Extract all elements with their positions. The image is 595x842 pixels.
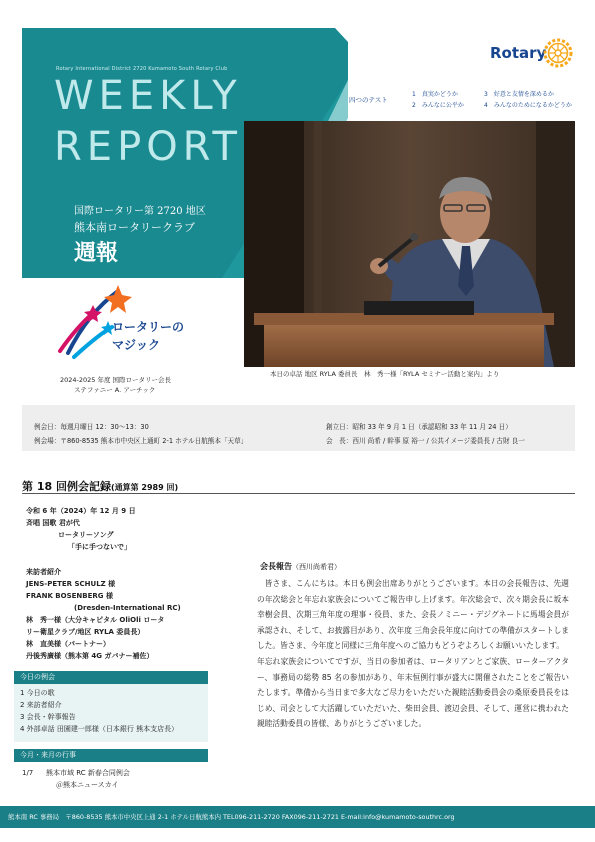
record-title-main: 第 18 回例会記録 [22,480,111,493]
meeting-venue: 例会場：〒860-8535 熊本市中央区上通町 2-1 ホテル日航熊本「天草」 [34,437,248,445]
rotary-song: ロータリーソング [58,531,114,539]
visitor-2: FRANK BOSENBERG 様 [26,592,113,600]
speaker-photo [244,121,575,367]
club-japanese-name: 熊本南ロータリークラブ [74,221,195,234]
program-item-4: 4 外部卓話 田園建一郎様（日本銀行 熊本支店長） [20,725,179,733]
record-title-rule [22,493,575,494]
schedule-event: 熊本市域 RC 新春合同例会 [46,769,130,777]
visitor-3: 林 秀一様（大分キャピタル OliOli ロータ [26,616,165,624]
district-name: 国際ロータリー第 2720 地区 [74,206,206,217]
program-item-1: 1 今日の歌 [20,689,55,697]
president-report-paragraph-2: 年忘れ家族会についてですが、当日の参加者は、ロータリアンとご家族、ローターアクター、事務局の総勢 85 名の参加があり、年末恒例行事が盛大に開催されたことをご報告いたします。準備から当日まで多大なご尽力をいただいた親睦活動委員会の桑原委員長をはじめ、司会として大活躍していただいた、柴田会員、渡辺会員、そして、運営に携われた親睦活動委員の皆様、ありがとうございました。 [257,656,569,729]
program-item-3: 3 会長・幹事報告 [20,713,76,721]
photo-caption: 本日の卓話 地区 RYLA 委員長 林 秀一様「RYLA セミナー活動と案内」より [270,370,500,378]
visitor-5: 丹後秀廣様（熊本第 4G ガバナー補佐） [26,652,154,660]
club-officers: 会 長：西川 尚希 / 幹事 原 裕一 / 公共イメージ委員長 / 古財 良一 [326,437,525,445]
record-title-sub: (通算第 2989 回) [110,483,179,492]
four-way-test-item-2: 2 みんなに公平か [412,102,464,109]
program-heading: 今日の例会 [14,671,208,684]
four-way-test-item-4: 4 みんなのためになるかどうか [484,102,572,109]
opening-song: 斉唱 国歌 君が代 [26,519,80,527]
theme-line-2: マジック [112,338,161,352]
four-way-test-title: 四つのテスト [349,96,388,104]
rotary-logo-text: Rotary [490,44,547,62]
four-way-test-item-1: 1 真実かどうか [412,91,458,98]
footer-contact: 熊本南 RC 事務局 〒860-8535 熊本市中央区上通 2-1 ホテル日航熊本内 TEL096-211-2720 FAX096-211-2721 E-mail:info@kumamoto-southrc.org [8,813,455,821]
theme-line-1: ロータリーの [112,320,185,334]
visitor-4: 林 直美様（パートナー） [26,640,110,648]
rotary-song-title: 「手に手つないで」 [68,543,131,551]
record-date: 令和 6 年（2024）年 12 月 9 日 [26,507,136,515]
schedule-place: ＠熊本ニュースカイ [56,781,119,789]
visitor-3-club: リー衛星クラブ/地区 RYLA 委員長） [26,628,145,636]
record-title [22,478,178,494]
ri-president-name: ステファニー A. アーチック [74,386,156,394]
report-title: REPORT [54,124,242,170]
shuho-title: 週報 [74,241,119,266]
rotary-wheel-icon [543,38,573,68]
schedule-heading: 今月・来月の行事 [14,749,208,762]
founded-date: 創立日：昭和 33 年 9 月 1 日（承認昭和 33 年 11 月 24 日） [326,423,512,431]
four-way-test-item-3: 3 好意と友情を深めるか [484,91,554,98]
schedule-date: 1/7 [22,769,34,777]
president-report-heading: 会長報告 [260,562,292,571]
visitors-heading: 来訪者紹介 [26,568,61,576]
club-english-name: Rotary International District 2720 Kumamoto South Rotary Club [56,66,228,72]
weekly-title: WEEKLY [54,73,242,119]
president-report-author: （西川尚希君） [292,563,341,571]
ri-president-year: 2024-2025 年度 国際ロータリー会長 [60,376,172,384]
president-report-title [260,561,341,572]
meeting-day: 例会日：毎週月曜日 12：30～13：30 [34,423,149,431]
president-report-body [257,576,569,732]
visitor-2-club: (Dresden-International RC) [74,604,181,612]
visitor-1: JENS-PETER SCHULZ 様 [26,580,116,588]
president-report-paragraph-1: 皆さま、こんにちは。本日も例会出席ありがとうございます。本日の会長報告は、先週の年次総会と年忘れ家族会についてご報告申し上げます。年次総会で、次々期会長に坂本幸樹会員、次期三角年度の理事・役員、また、会長ノミニー・デジグネートに馬場会員が承認され、そして、お披露目があり、次年度 三角会長年度に向けての準備がスタートしました。皆さま、今年度と同様に三角年度へのご協力もどうぞよろしくお願いいたします。 [257,579,569,651]
program-item-2: 2 来訪者紹介 [20,701,62,709]
